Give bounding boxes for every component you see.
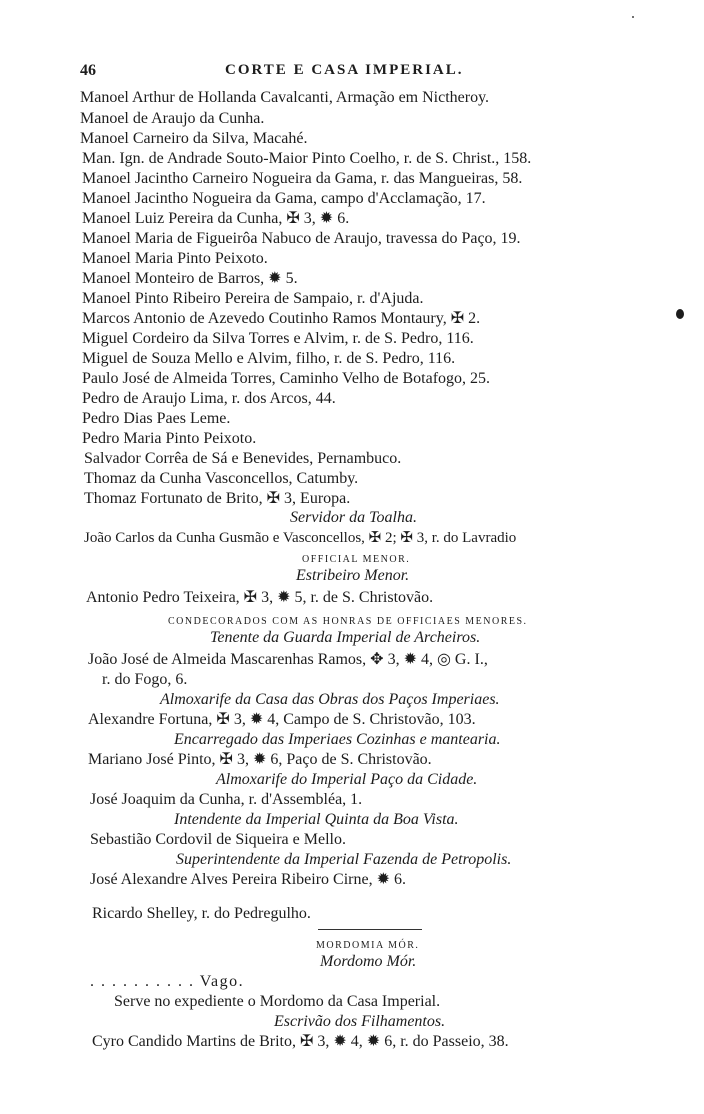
ink-speck: [632, 16, 634, 18]
entry-line: Thomaz da Cunha Vasconcellos, Catumby.: [84, 470, 359, 487]
entry-line: José Alexandre Alves Pereira Ribeiro Cirne, ✹ 6.: [90, 871, 406, 888]
entry-line: Miguel de Souza Mello e Alvim, filho, r. de S. Pedro, 116.: [82, 350, 456, 367]
entry-line: Manoel de Araujo da Cunha.: [80, 110, 265, 127]
entry-line: Man. Ign. de Andrade Souto-Maior Pinto Coelho, r. de S. Christ., 158.: [82, 150, 532, 167]
section-rule: [318, 929, 422, 930]
entry-line: Pedro Maria Pinto Peixoto.: [82, 430, 257, 447]
entry-line: Paulo José de Almeida Torres, Caminho Velho de Botafogo, 25.: [82, 370, 491, 387]
entry-line: Manoel Maria de Figueirôa Nabuco de Araujo, travessa do Paço, 19.: [82, 230, 521, 247]
section-heading: OFFICIAL MENOR.: [302, 554, 411, 565]
entry-line: Manoel Maria Pinto Peixoto.: [82, 250, 268, 267]
entry-line: Pedro de Araujo Lima, r. dos Arcos, 44.: [82, 390, 336, 407]
margin-mark: [676, 309, 684, 319]
entry-line: Sebastião Cordovil de Siqueira e Mello.: [90, 831, 346, 848]
entry-line: Miguel Cordeiro da Silva Torres e Alvim, r. de S. Pedro, 116.: [82, 330, 474, 347]
section-heading: Superintendente da Imperial Fazenda de Petropolis.: [176, 851, 512, 868]
entry-line: João José de Almeida Mascarenhas Ramos, ✥ 3, ✹ 4, ◎ G. I.,: [88, 651, 488, 668]
entry-line: Thomaz Fortunato de Brito, ✠ 3, Europa.: [84, 490, 351, 507]
entry-line: Ricardo Shelley, r. do Pedregulho.: [92, 905, 311, 922]
entry-line: Alexandre Fortuna, ✠ 3, ✹ 4, Campo de S. Christovão, 103.: [88, 711, 476, 728]
section-heading: Almoxarife da Casa das Obras dos Paços Imperiaes.: [160, 691, 500, 708]
entry-line: Manoel Carneiro da Silva, Macahé.: [80, 130, 308, 147]
section-heading: Tenente da Guarda Imperial de Archeiros.: [210, 629, 481, 646]
entry-line: Manoel Luiz Pereira da Cunha, ✠ 3, ✹ 6.: [82, 210, 350, 227]
entry-line: Manoel Arthur de Hollanda Cavalcanti, Armação em Nictheroy.: [80, 89, 490, 106]
entry-line: Antonio Pedro Teixeira, ✠ 3, ✹ 5, r. de S. Christovão.: [86, 589, 434, 606]
section-heading: Encarregado das Imperiaes Cozinhas e mantearia.: [174, 731, 501, 748]
section-heading: CONDECORADOS COM AS HONRAS DE OFFICIAES MENORES.: [168, 616, 528, 627]
entry-line: Manoel Pinto Ribeiro Pereira de Sampaio, r. d'Ajuda.: [82, 290, 424, 307]
page-number: 46: [80, 62, 96, 79]
section-heading: Estribeiro Menor.: [296, 567, 410, 584]
section-heading: Intendente da Imperial Quinta da Boa Vista.: [174, 811, 459, 828]
entry-line: Serve no expediente o Mordomo da Casa Imperial.: [114, 993, 441, 1010]
entry-line: r. do Fogo, 6.: [102, 671, 188, 688]
page-header: [80, 62, 655, 84]
entry-line: José Joaquim da Cunha, r. d'Assembléa, 1.: [90, 791, 363, 808]
entry-line: Salvador Corrêa de Sá e Benevides, Pernambuco.: [84, 450, 402, 467]
section-heading: Servidor da Toalha.: [290, 509, 417, 526]
entry-line: João Carlos da Cunha Gusmão e Vasconcellos, ✠ 2; ✠ 3, r. do Lavradio: [84, 530, 517, 546]
running-title: CORTE E CASA IMPERIAL.: [225, 62, 464, 78]
entry-line: Pedro Dias Paes Leme.: [82, 410, 231, 427]
section-heading: MORDOMIA MÓR.: [316, 940, 420, 951]
section-heading: Escrivão dos Filhamentos.: [274, 1013, 446, 1030]
entry-line: Mariano José Pinto, ✠ 3, ✹ 6, Paço de S. Christovão.: [88, 751, 432, 768]
entry-line: Manoel Jacintho Nogueira da Gama, campo d'Acclamação, 17.: [82, 190, 486, 207]
entry-line: Manoel Jacintho Carneiro Nogueira da Gama, r. das Mangueiras, 58.: [82, 170, 523, 187]
entry-line: Manoel Monteiro de Barros, ✹ 5.: [82, 270, 298, 287]
entry-line: Marcos Antonio de Azevedo Coutinho Ramos Montaury, ✠ 2.: [82, 310, 481, 327]
section-heading: Almoxarife do Imperial Paço da Cidade.: [216, 771, 478, 788]
section-heading: Mordomo Mór.: [320, 953, 417, 970]
entry-line: . . . . . . . . . . Vago.: [90, 973, 245, 990]
entry-line: Cyro Candido Martins de Brito, ✠ 3, ✹ 4, ✹ 6, r. do Passeio, 38.: [92, 1033, 509, 1050]
